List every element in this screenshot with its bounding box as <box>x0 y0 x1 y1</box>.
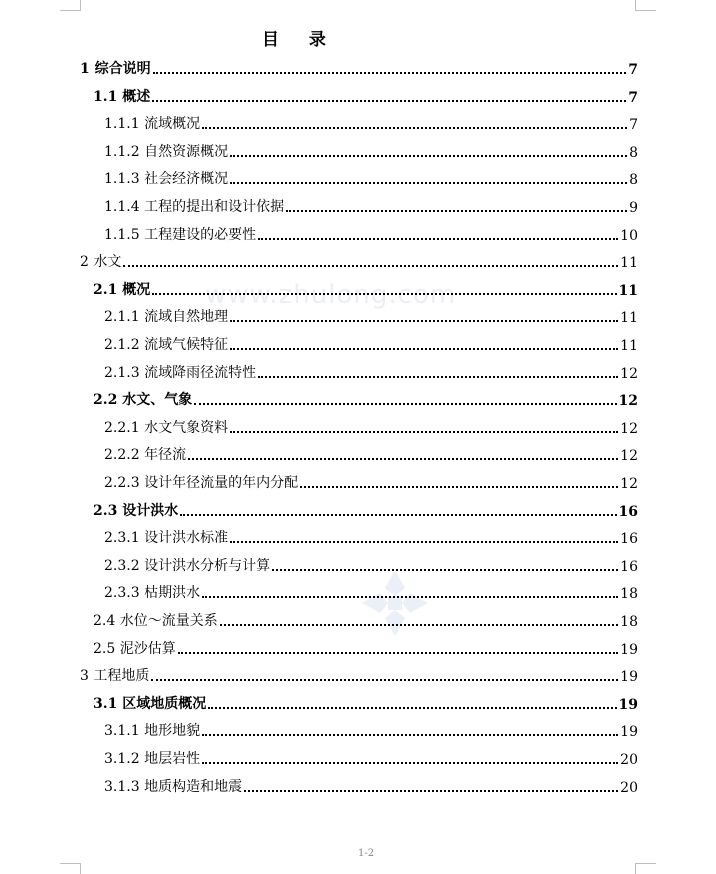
toc-entry[interactable] <box>80 58 638 78</box>
toc-dot-leader <box>202 762 618 764</box>
toc-dot-leader <box>230 348 618 350</box>
toc-entry-label: 2.2.1 水文气象资料 <box>104 419 229 436</box>
toc-dot-leader <box>208 707 616 709</box>
toc-entry-label: 2 水文 <box>80 254 122 271</box>
toc-entry-page-number: 18 <box>620 614 638 630</box>
page-number: 1-2 <box>358 848 375 859</box>
toc-entry-label: 1.1.1 流域概况 <box>104 116 201 133</box>
toc-entry[interactable] <box>104 527 638 547</box>
page-corner-mark <box>635 863 656 874</box>
toc-entry[interactable] <box>104 444 638 464</box>
toc-entry-page-number: 9 <box>629 200 638 216</box>
toc-entry-page-number: 16 <box>620 558 638 575</box>
toc-dot-leader <box>153 72 627 74</box>
toc-entry[interactable] <box>104 113 638 133</box>
toc-entry-label: 1.1 概述 <box>93 88 151 105</box>
toc-entry[interactable] <box>104 334 638 354</box>
toc-dot-leader <box>202 596 618 598</box>
toc-entry-page-number: 11 <box>620 338 638 354</box>
toc-dot-leader <box>230 541 618 543</box>
toc-entry-page-number: 11 <box>620 255 638 272</box>
toc-entry-page-number: 7 <box>628 62 638 78</box>
toc-dot-leader <box>272 569 618 571</box>
toc-entry-page-number: 19 <box>620 641 638 658</box>
toc-entry[interactable] <box>93 693 638 713</box>
toc-entry[interactable] <box>104 582 638 602</box>
toc-entry-page-number: 11 <box>618 282 638 299</box>
toc-entry-label: 1.1.5 工程建设的必要性 <box>104 226 257 243</box>
toc-dot-leader <box>178 652 618 654</box>
toc-entry[interactable] <box>104 196 638 216</box>
toc-entry-page-number: 8 <box>629 172 638 189</box>
toc-dot-leader <box>230 155 627 157</box>
toc-entry[interactable] <box>80 665 638 685</box>
toc-entry-label: 2.4 水位～流量关系 <box>93 613 218 629</box>
toc-entry-page-number: 7 <box>628 89 638 106</box>
toc-entry-label: 1.1.4 工程的提出和设计依据 <box>104 199 285 215</box>
toc-dot-leader <box>180 514 616 516</box>
toc-entry-label: 2.1 概况 <box>93 281 151 298</box>
toc-entry-page-number: 12 <box>620 448 638 465</box>
toc-entry-page-number: 8 <box>629 144 638 161</box>
toc-entry-label: 1.1.2 自然资源概况 <box>104 143 229 160</box>
toc-entry-label: 2.3.1 设计洪水标准 <box>104 530 229 547</box>
toc-entry-label: 3.1.2 地层岩性 <box>104 751 201 767</box>
toc-dot-leader <box>151 679 618 681</box>
toc-entry-page-number: 10 <box>620 227 638 244</box>
toc-dot-leader <box>123 265 618 267</box>
toc-entry[interactable] <box>104 168 638 188</box>
toc-title: 目 录 <box>262 30 338 50</box>
toc-entry-page-number: 20 <box>620 779 638 796</box>
toc-entry-label: 2.3 设计洪水 <box>93 502 179 519</box>
toc-entry-page-number: 12 <box>620 365 638 382</box>
toc-entry-label: 2.1.1 流域自然地理 <box>104 309 229 326</box>
page-corner-mark <box>635 0 656 11</box>
toc-entry[interactable] <box>93 389 638 409</box>
toc-entry[interactable] <box>104 555 638 575</box>
toc-entry[interactable] <box>104 224 638 244</box>
toc-dot-leader <box>244 790 618 792</box>
toc-entry[interactable] <box>104 720 638 740</box>
toc-entry[interactable] <box>93 638 638 658</box>
toc-entry-label: 2.3.3 枯期洪水 <box>104 585 201 602</box>
toc-dot-leader <box>202 734 618 736</box>
toc-entry[interactable] <box>104 748 638 768</box>
toc-entry-label: 1 综合说明 <box>80 61 151 77</box>
toc-dot-leader <box>188 458 618 460</box>
toc-entry-page-number: 18 <box>620 586 638 603</box>
toc-dot-leader <box>194 403 616 405</box>
toc-entry-page-number: 12 <box>620 420 638 437</box>
toc-entry[interactable] <box>104 417 638 437</box>
toc-entry[interactable] <box>93 500 638 520</box>
toc-dot-leader <box>230 320 618 322</box>
toc-entry[interactable] <box>93 86 638 106</box>
toc-dot-leader <box>202 127 627 129</box>
toc-entry-page-number: 12 <box>620 476 638 492</box>
toc-entry-page-number: 16 <box>618 503 638 520</box>
toc-entry-label: 2.2.2 年径流 <box>104 447 187 464</box>
toc-dot-leader <box>258 376 618 378</box>
toc-entry-page-number: 20 <box>620 752 638 768</box>
toc-entry-label: 3.1 区域地质概况 <box>93 695 207 712</box>
toc-entry-label: 2.1.2 流域气候特征 <box>104 337 229 353</box>
toc-entry-label: 3.1.1 地形地貌 <box>104 723 201 740</box>
toc-entry[interactable] <box>80 251 638 271</box>
toc-entry-page-number: 12 <box>618 393 638 410</box>
watermark-text: www.zhulong.com <box>205 280 457 310</box>
toc-entry[interactable] <box>104 141 638 161</box>
toc-dot-leader <box>220 624 618 626</box>
toc-entry-page-number: 19 <box>620 669 638 686</box>
toc-entry-page-number: 11 <box>620 310 638 327</box>
toc-entry[interactable] <box>104 472 638 492</box>
toc-dot-leader <box>152 100 626 102</box>
page-corner-mark <box>60 0 81 11</box>
toc-entry[interactable] <box>104 362 638 382</box>
toc-entry[interactable] <box>93 610 638 630</box>
toc-entry-page-number: 7 <box>629 117 638 134</box>
toc-entry[interactable] <box>104 776 638 796</box>
toc-entry[interactable] <box>93 279 638 299</box>
toc-entry-page-number: 19 <box>620 724 638 741</box>
toc-entry-page-number: 16 <box>620 531 638 548</box>
toc-entry-page-number: 19 <box>618 696 638 713</box>
toc-dot-leader <box>230 182 627 184</box>
toc-entry-label: 2.2.3 设计年径流量的年内分配 <box>104 475 299 491</box>
toc-entry-label: 2.1.3 流域降雨径流特性 <box>104 364 257 381</box>
toc-dot-leader <box>300 486 618 488</box>
toc-entry[interactable] <box>104 306 638 326</box>
toc-dot-leader <box>152 293 616 295</box>
toc-entry-label: 3.1.3 地质构造和地震 <box>104 778 243 795</box>
toc-entry-label: 1.1.3 社会经济概况 <box>104 171 229 188</box>
toc-entry-label: 2.5 泥沙估算 <box>93 640 176 657</box>
toc-entry-label: 2.2 水文、气象 <box>93 392 193 409</box>
toc-entry-label: 3 工程地质 <box>80 668 150 685</box>
toc-dot-leader <box>286 210 627 212</box>
toc-dot-leader <box>258 238 618 240</box>
page-corner-mark <box>60 863 81 874</box>
toc-entry-label: 2.3.2 设计洪水分析与计算 <box>104 557 271 574</box>
toc-dot-leader <box>230 431 618 433</box>
